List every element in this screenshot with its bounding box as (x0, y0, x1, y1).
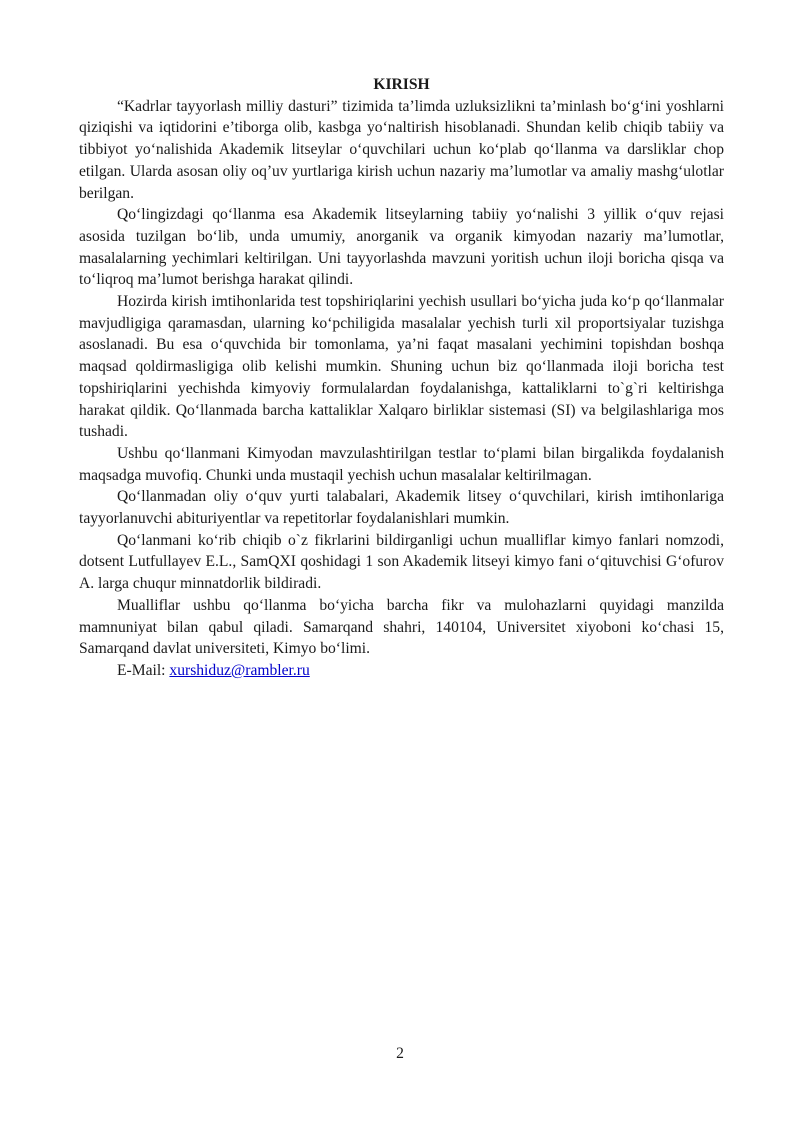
paragraph-6: Qo‘lanmani ko‘rib chiqib o`z fikrlarini bildirganligi uchun mualliflar kimyo fanlari nomzodi, dotsent Lutfullayev E.L., SamQXI qoshidagi 1 son Akademik litseyi kimyo fani o‘qituvchisi G‘ofurov A. larga chuqur minnatdorlik bildiradi. (79, 531, 724, 593)
paragraph-5: Qo‘llanmadan oliy o‘quv yurti talabalari, Akademik litsey o‘quvchilari, kirish imtihonlariga tayyorlanuvchi abituriyentlar va repetitorlar foydalanishlari mumkin. (79, 488, 724, 528)
page-number: 2 (396, 1045, 404, 1062)
paragraph-3: Hozirda kirish imtihonlarida test topshiriqlarini yechish usullari bo‘yicha juda ko‘p qo‘llanmalar mavjudligiga qaramasdan, ularning ko‘pchiligida masalalar yechish turli xil proportsiyalar tuzishga asoslanadi. Bu esa o‘quvchida bir tomonlama, ya’ni faqat masalani yechimini topishdan boshqa maqsad qoldirmasligiga olib kelishi mumkin. Shuning uchun biz qo‘llanmada iloji boricha test topshiriqlarini yechishda kimyoviy formulalardan foydalanishga, kattaliklarni to`g`ri keltirishga harakat qildik. Qo‘llanmada barcha kattaliklar Xalqaro birliklar sistemasi (SI) va belgilashlariga mos tushadi. (79, 293, 724, 441)
email-line (79, 660, 724, 682)
paragraph-7: Mualliflar ushbu qo‘llanma bo‘yicha barcha fikr va mulohazlarni quyidagi manzilda mamnuniyat bilan qabul qiladi. Samarqand shahri, 140104, Universitet xiyoboni ko‘chasi 15, Samarqand davlat universiteti, Kimyo bo‘limi. (79, 596, 724, 658)
email-link[interactable]: xurshiduz@rambler.ru (169, 661, 310, 679)
document-page (79, 74, 724, 682)
page-title: KIRISH (373, 76, 430, 93)
paragraph-2: Qo‘lingizdagi qo‘llanma esa Akademik litseylarning tabiiy yo‘nalishi 3 yillik o‘quv rejasi asosida tuzilgan bo‘lib, unda umumiy, anorganik va organik kimyodan nazariy ma’lumotlar, masalalarning yechimlari keltirilgan. Uni tayyorlashda mavzuni yoritish uchun iloji boricha qisqa va to‘liqroq ma’lumot berishga harakat qilindi. (79, 206, 724, 289)
paragraph-1: “Kadrlar tayyorlash milliy dasturi” tizimida ta’limda uzluksizlikni ta’minlash bo‘g‘ini yoshlarni qiziqishi va iqtidorini e’tiborga olib, kasbga yo‘naltirish hisoblanadi. Shundan kelib chiqib tabiiy va tibbiyot yo‘nalishida Akademik litseylar o‘quvchilari uchun ko‘plab qo‘llanma va darsliklar chop etilgan. Ularda asosan oliy oq’uv yurtlariga kirish uchun nazariy ma’lumotlar va amaliy mashg‘ulotlar berilgan. (79, 97, 724, 202)
paragraph-4: Ushbu qo‘llanmani Kimyodan mavzulashtirilgan testlar to‘plami bilan birgalikda foydalanish maqsadga muvofiq. Chunki unda mustaqil yechish uchun masalalar keltirilmagan. (79, 444, 724, 484)
email-label: E-Mail: (117, 661, 170, 679)
